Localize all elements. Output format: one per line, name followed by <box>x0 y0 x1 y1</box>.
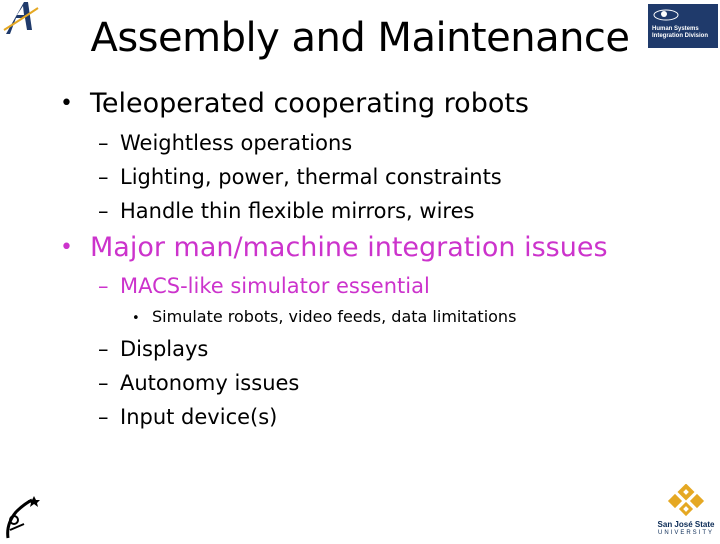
sub-bullet-item <box>98 162 502 192</box>
bullet-marker: • <box>60 91 73 116</box>
sub-bullet-text: Weightless operations <box>120 131 353 155</box>
bullet-marker: • <box>60 235 73 260</box>
sub-bullet-text: MACS-like simulator essential <box>120 274 430 298</box>
bullet-item-highlighted <box>60 230 608 266</box>
sub-bullet-item <box>98 128 352 158</box>
hfes-logo-icon <box>2 494 42 540</box>
bullet-item <box>60 86 529 122</box>
sub-sub-bullet-text: Simulate robots, video feeds, data limitations <box>152 307 517 326</box>
logo-text-line2: Integration Division <box>652 33 709 39</box>
sub-bullet-text: Input device(s) <box>120 405 278 429</box>
sub-bullet-text: Displays <box>120 337 209 361</box>
bullet-marker: • <box>132 311 140 326</box>
bullet-text: Teleoperated cooperating robots <box>90 88 530 119</box>
dash-marker: – <box>98 199 109 223</box>
sub-bullet-item <box>98 334 208 364</box>
logo-text-line1: Human Systems <box>652 26 699 32</box>
dash-marker: – <box>98 405 109 429</box>
slide-title: Assembly and Maintenance <box>90 15 630 61</box>
dash-marker: – <box>98 131 109 155</box>
sjsu-emblem-icon <box>654 484 718 520</box>
sub-bullet-item <box>98 196 474 226</box>
sub-bullet-item <box>98 368 299 398</box>
university-label: UNIVERSITY <box>657 530 714 536</box>
bullet-text: Major man/machine integration issues <box>90 232 608 263</box>
sub-bullet-item-highlighted <box>98 271 430 301</box>
dash-marker: – <box>98 165 109 189</box>
sub-sub-bullet-item <box>132 306 516 330</box>
sub-bullet-text: Autonomy issues <box>120 371 300 395</box>
sjsu-logo <box>654 484 718 540</box>
dash-marker: – <box>98 274 109 298</box>
dash-marker: – <box>98 337 109 361</box>
sub-bullet-item <box>98 402 277 432</box>
university-name: San José State <box>657 520 715 529</box>
sub-bullet-text: Handle thin flexible mirrors, wires <box>120 199 475 223</box>
sub-bullet-text: Lighting, power, thermal constraints <box>120 165 502 189</box>
dash-marker: – <box>98 371 109 395</box>
